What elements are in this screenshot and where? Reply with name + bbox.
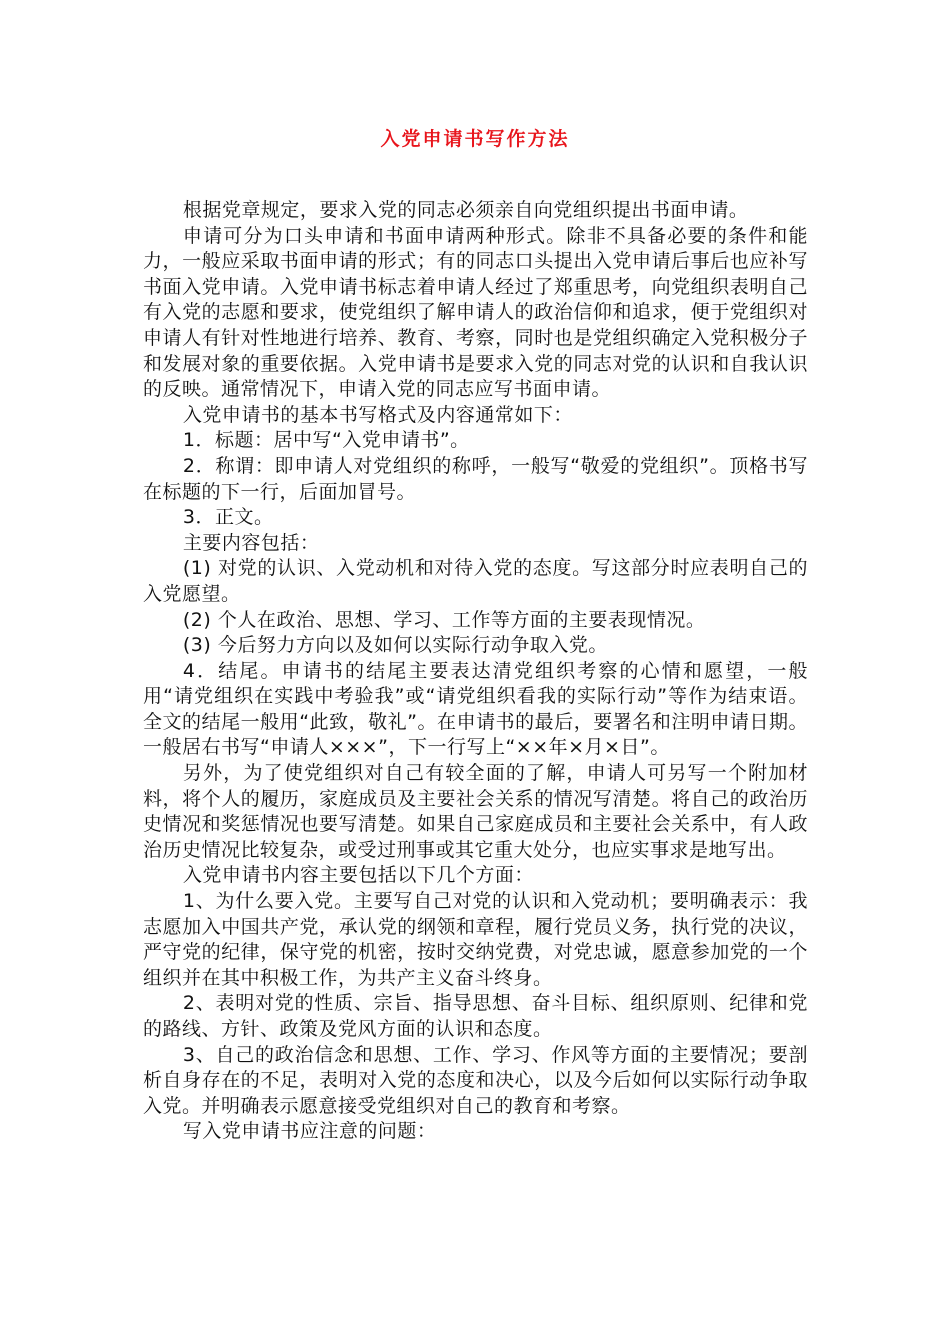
paragraph: 1．标题：居中写“入党申请书”。 [182, 429, 470, 452]
paragraph: 3．正文。 [182, 506, 274, 529]
paragraph: 写入党申请书应注意的问题： [182, 1120, 437, 1143]
paragraph: 2．称谓：即申请人对党组织的称呼，一般写“敬爱的党组织”。顶格书写在标题的下一行，后面加冒号。 [143, 454, 808, 503]
paragraph: 4．结尾。申请书的结尾主要表达清党组织考察的心情和愿望，一般用“请党组织在实践中考验我”或“请党组织看我的实际行动”等作为结束语。全文的结尾一般用“此致，敬礼”。在申请书的最后，要署名和注明申请日期。一般居右书写“申请人×××”，下一行写上“××年×月×日”。 [143, 659, 808, 759]
paragraph: (2) 个人在政治、思想、学习、工作等方面的主要表现情况。 [182, 608, 706, 631]
paragraph: 另外，为了使党组织对自己有较全面的了解，申请人可另写一个附加材料，将个人的履历，家庭成员及主要社会关系的情况写清楚。将自己的政治历史情况和奖惩情况也要写清楚。如果自己家庭成员和主要社会关系中，有人政治历史情况比较复杂，或受过刑事或其它重大处分，也应实事求是地写出。 [143, 762, 808, 861]
paragraph: 主要内容包括： [182, 531, 320, 554]
paragraph: 2、表明对党的性质、宗旨、指导思想、奋斗目标、组织原则、纪律和党的路线、方针、政策及党风方面的认识和态度。 [143, 992, 808, 1040]
paragraph: 3、自己的政治信念和思想、工作、学习、作风等方面的主要情况；要剖析自身存在的不足，表明对入党的态度和决心，以及今后如何以实际行动争取入党。并明确表示愿意接受党组织对自己的教育和考察。 [143, 1043, 808, 1117]
paragraph: 入党申请书内容主要包括以下几个方面： [182, 864, 534, 887]
paragraph: 1、为什么要入党。主要写自己对党的认识和入党动机；要明确表示：我志愿加入中国共产党，承认党的纲领和章程，履行党员义务，执行党的决议，严守党的纪律，保守党的机密，按时交纳党费，对党忠诚，愿意参加党的一个组织并在其中积极工作，为共产主义奋斗终身。 [143, 890, 808, 989]
paragraph: 根据党章规定，要求入党的同志必须亲自向党组织提出书面申请。 [182, 199, 749, 221]
paragraph: 入党申请书的基本书写格式及内容通常如下： [182, 403, 573, 426]
document-body [143, 198, 808, 1145]
paragraph: 申请可分为口头申请和书面申请两种形式。除非不具备必要的条件和能力，一般应采取书面申请的形式；有的同志口头提出入党申请后事后也应补写书面入党申请。入党申请书标志着申请人经过了郑重思考，向党组织表明自己有入党的志愿和要求，使党组织了解申请人的政治信仰和追求，便于党组织对申请人有针对性地进行培养、教育、考察，同时也是党组织确定入党积极分子和发展对象的重要依据。入党申请书是要求入党的同志对党的认识和自我认识的反映。通常情况下，申请入党的同志应写书面申请。 [143, 224, 808, 401]
paragraph: (3) 今后努力方向以及如何以实际行动争取入党。 [182, 634, 608, 657]
document-title: 入党申请书写作方法 [380, 128, 570, 150]
paragraph: (1) 对党的认识、入党动机和对待入党的态度。写这部分时应表明自己的入党愿望。 [143, 557, 808, 605]
